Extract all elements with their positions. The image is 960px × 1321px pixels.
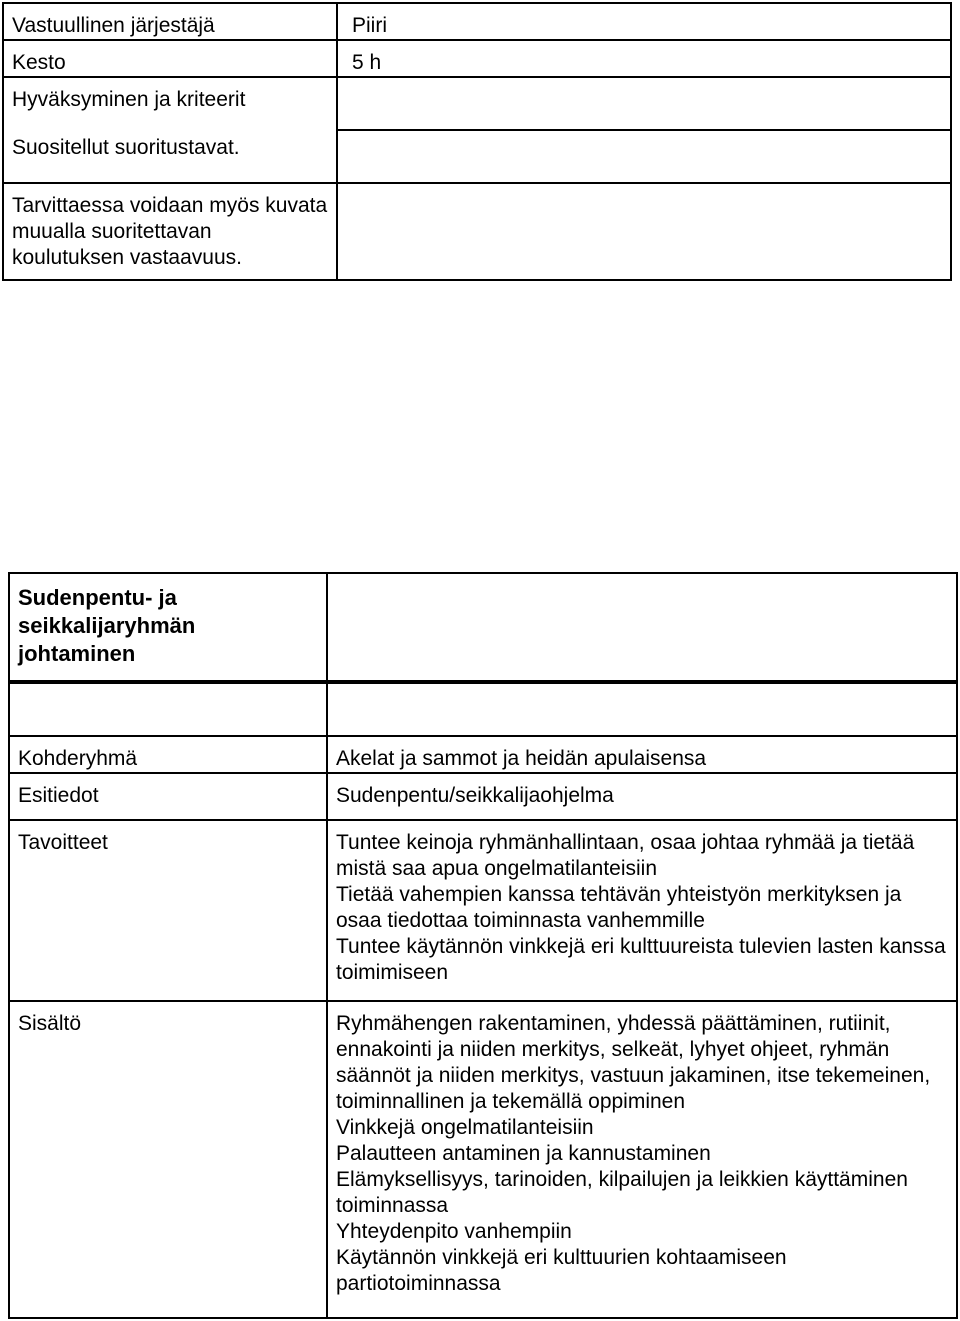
organizer-value: Piiri xyxy=(337,3,951,40)
table-row xyxy=(3,40,951,77)
equivalence-label: Tarvittaessa voidaan myös kuvata muualla suoritettavan koulutuksen vastaavuus. xyxy=(3,183,337,280)
prerequisites-label: Esitiedot xyxy=(9,773,327,820)
goal-item: Tietää vahempien kanssa tehtävän yhteistyön merkityksen ja osaa tiedottaa toiminnasta vanhemmille xyxy=(336,883,902,932)
table-row xyxy=(9,1001,957,1318)
content-item: Elämyksellisyys, tarinoiden, kilpailujen ja leikkien käyttäminen toiminnassa xyxy=(336,1168,908,1217)
spacer-cell xyxy=(9,683,327,736)
table-row xyxy=(3,77,951,130)
content-item: Palautteen antaminen ja kannustaminen xyxy=(336,1142,711,1165)
duration-value: 5 h xyxy=(337,40,951,77)
content-label: Sisältö xyxy=(9,1001,327,1318)
duration-label: Kesto xyxy=(3,40,337,77)
table-row xyxy=(9,736,957,773)
completion-value xyxy=(337,130,951,183)
organizer-label: Vastuullinen järjestäjä xyxy=(3,3,337,40)
course-info-table xyxy=(2,2,952,281)
table-row xyxy=(3,3,951,40)
spacer-cell xyxy=(327,683,957,736)
table-row xyxy=(9,820,957,1001)
content-item: Ryhmähengen rakentaminen, yhdessä päättäminen, rutiinit, ennakointi ja niiden merkitys, selkeät, lyhyet ohjeet, ryhmän säännöt ja niiden merkitys, vastuun jakaminen, itse tekemeinen, toiminnallinen ja tekemällä oppiminen xyxy=(336,1012,931,1113)
table-row xyxy=(9,573,957,681)
prerequisites-value: Sudenpentu/seikkalijaohjelma xyxy=(327,773,957,820)
table-row xyxy=(3,183,951,280)
course-title-table xyxy=(8,572,958,682)
approval-cell xyxy=(3,77,337,183)
goal-item: Tuntee käytännön vinkkejä eri kulttuureista tulevien lasten kanssa toimimiseen xyxy=(336,935,946,984)
approval-value xyxy=(337,77,951,130)
equivalence-value xyxy=(337,183,951,280)
course-details-table xyxy=(8,682,958,1319)
content-item: Vinkkejä ongelmatilanteisiin xyxy=(336,1116,594,1139)
course-title: Sudenpentu- ja seikkalijaryhmän johtaminen xyxy=(9,573,327,681)
completion-label: Suositellut suoritustavat. xyxy=(12,136,240,159)
target-group-label: Kohderyhmä xyxy=(9,736,327,773)
goals-label: Tavoitteet xyxy=(9,820,327,1001)
goals-value xyxy=(327,820,957,1001)
table-row xyxy=(9,683,957,736)
content-item: Käytännön vinkkejä eri kulttuurien kohtaamiseen partiotoiminnassa xyxy=(336,1246,787,1295)
content-value xyxy=(327,1001,957,1318)
approval-label: Hyväksyminen ja kriteerit xyxy=(12,88,246,111)
course-title-empty-cell xyxy=(327,573,957,681)
table-row xyxy=(9,773,957,820)
target-group-value: Akelat ja sammot ja heidän apulaisensa xyxy=(327,736,957,773)
content-item: Yhteydenpito vanhempiin xyxy=(336,1220,572,1243)
goal-item: Tuntee keinoja ryhmänhallintaan, osaa johtaa ryhmää ja tietää mistä saa apua ongelmatilanteisiin xyxy=(336,831,915,880)
